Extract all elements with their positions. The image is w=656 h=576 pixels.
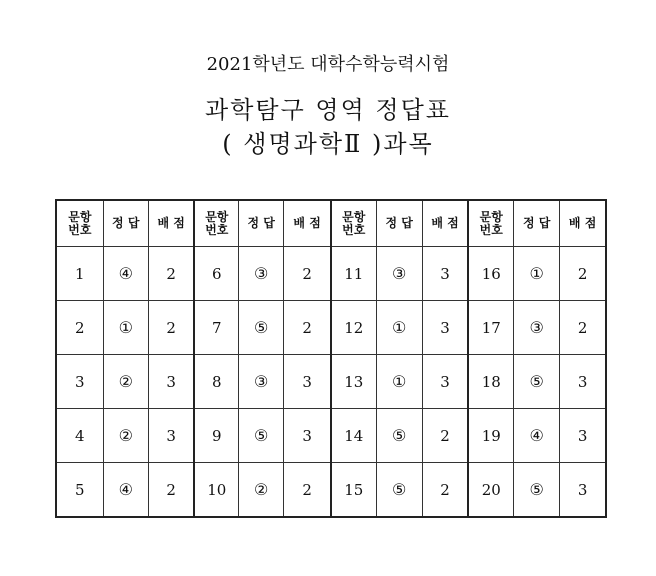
points-cell: 3 [284,409,331,463]
col-header-number [331,200,376,247]
answer-cell: ③ [376,247,422,301]
exam-year-title: 2021학년도 대학수학능력시험 [206,54,450,75]
col-header-answer: 정 답 [103,200,148,247]
answer-cell: ② [103,409,148,463]
col-header-number [194,200,238,247]
points-cell: 3 [422,355,468,409]
col-header-number-line2: 번호 [342,222,366,237]
table-row [56,463,606,518]
points-cell: 2 [284,247,331,301]
col-header-number [468,200,513,247]
answer-cell: ② [103,355,148,409]
answer-cell: ③ [514,301,560,355]
points-cell: 3 [284,355,331,409]
col-header-answer: 정 답 [239,200,284,247]
points-cell: 3 [422,247,468,301]
col-header-number-line1: 문항 [342,209,366,224]
question-number-cell: 12 [331,301,376,355]
answer-cell: ④ [103,247,148,301]
points-cell: 2 [148,463,194,518]
question-number-cell: 20 [468,463,513,518]
col-header-points: 배 점 [422,200,468,247]
points-cell: 2 [148,247,194,301]
question-number-cell: 9 [194,409,238,463]
col-header-points: 배 점 [284,200,331,247]
col-header-points: 배 점 [560,200,606,247]
points-cell: 2 [284,301,331,355]
col-header-number-line2: 번호 [479,222,503,237]
question-number-cell: 16 [468,247,513,301]
table-row [56,355,606,409]
answer-cell: ① [376,355,422,409]
col-header-number-line1: 문항 [479,209,503,224]
points-cell: 3 [560,355,606,409]
question-number-cell: 17 [468,301,513,355]
question-number-cell: 11 [331,247,376,301]
points-cell: 2 [560,301,606,355]
points-cell: 2 [422,409,468,463]
col-header-number-line2: 번호 [205,222,229,237]
subject-title: ( 생명과학Ⅱ )과목 [222,130,434,158]
answer-cell: ⑤ [239,409,284,463]
question-number-cell: 13 [331,355,376,409]
points-cell: 2 [560,247,606,301]
question-number-cell: 5 [56,463,103,518]
answer-cell: ④ [103,463,148,518]
answer-cell: ⑤ [514,355,560,409]
question-number-cell: 15 [331,463,376,518]
points-cell: 3 [148,409,194,463]
question-number-cell: 2 [56,301,103,355]
question-number-cell: 3 [56,355,103,409]
points-cell: 2 [148,301,194,355]
answer-cell: ③ [239,247,284,301]
question-number-cell: 1 [56,247,103,301]
col-header-number-line1: 문항 [68,209,92,224]
points-cell: 3 [560,409,606,463]
col-header-number-line1: 문항 [205,209,229,224]
question-number-cell: 14 [331,409,376,463]
question-number-cell: 4 [56,409,103,463]
answer-cell: ⑤ [514,463,560,518]
question-number-cell: 7 [194,301,238,355]
answer-cell: ③ [239,355,284,409]
col-header-number-line2: 번호 [68,222,92,237]
answer-sheet-title: 과학탐구 영역 정답표 [205,96,451,124]
answer-cell: ② [239,463,284,518]
points-cell: 3 [560,463,606,518]
answer-cell: ⑤ [376,409,422,463]
answer-cell: ④ [514,409,560,463]
points-cell: 3 [148,355,194,409]
col-header-number [56,200,103,247]
points-cell: 2 [284,463,331,518]
question-number-cell: 6 [194,247,238,301]
answer-cell: ① [376,301,422,355]
table-row [56,247,606,301]
answer-cell: ⑤ [376,463,422,518]
col-header-answer: 정 답 [514,200,560,247]
question-number-cell: 8 [194,355,238,409]
points-cell: 2 [422,463,468,518]
answer-cell: ⑤ [239,301,284,355]
question-number-cell: 10 [194,463,238,518]
points-cell: 3 [422,301,468,355]
question-number-cell: 18 [468,355,513,409]
col-header-answer: 정 답 [376,200,422,247]
answer-cell: ① [103,301,148,355]
question-number-cell: 19 [468,409,513,463]
table-row [56,409,606,463]
header-row [56,200,606,247]
col-header-points: 배 점 [148,200,194,247]
answer-key-table [55,199,607,518]
table-row [56,301,606,355]
answer-cell: ① [514,247,560,301]
